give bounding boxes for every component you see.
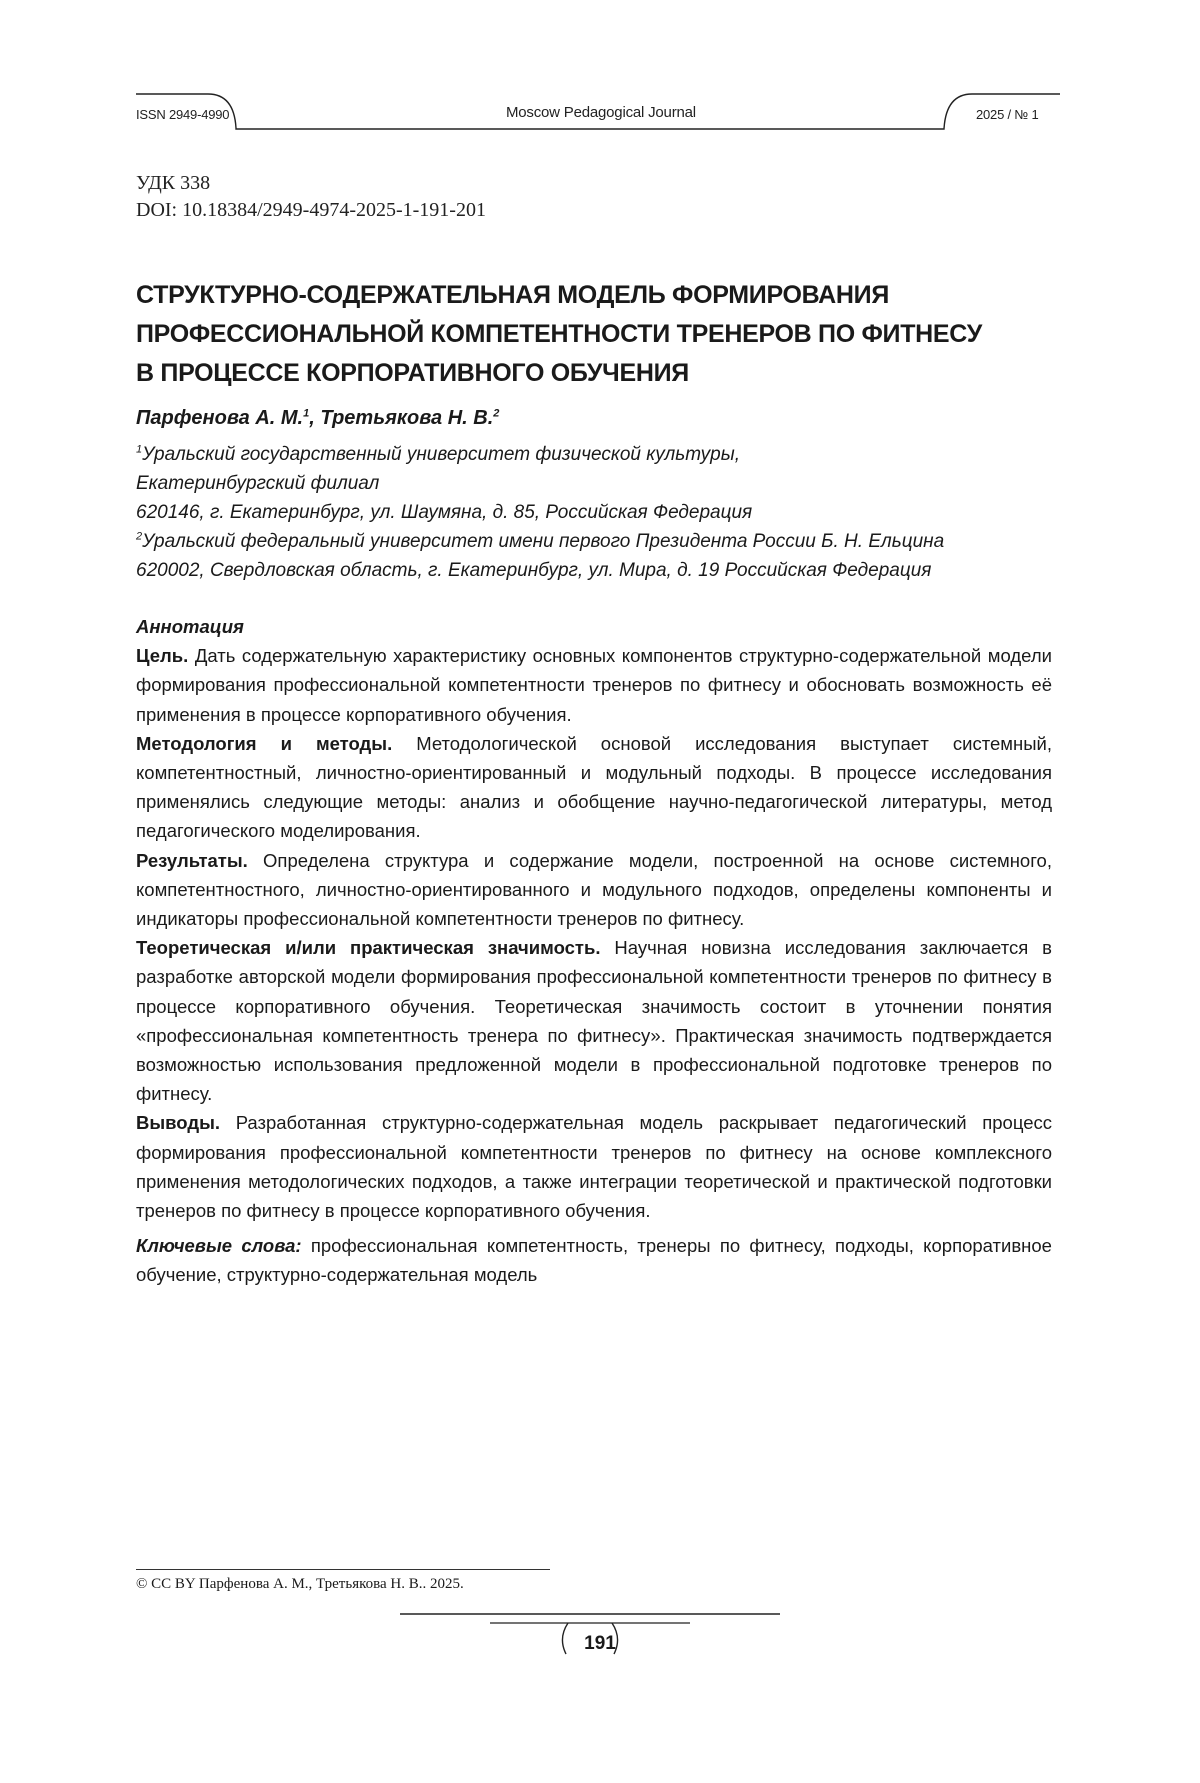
page-number: 191 [560,1633,640,1655]
author-separator: , [309,407,320,429]
keywords: Ключевые слова: профессиональная компетентность, тренеры по фитнесу, подходы, корпоративное обучение, структурно-содержательная модель [136,1231,1052,1289]
title-line: В ПРОЦЕССЕ КОРПОРАТИВНОГО ОБУЧЕНИЯ [136,354,1036,393]
issn: ISSN 2949-4990 [136,107,229,122]
authors [136,407,499,430]
affiliation-line: Екатеринбургский филиал [136,469,1056,498]
article-title [136,276,1036,393]
affil-mark: 2 [136,531,142,543]
author-affil-mark: 2 [493,407,499,419]
abstract-goal: Цель. Дать содержательную характеристику основных компонентов структурно-содержательной модели формирования профессиональной компетентности тренеров по фитнесу и обосновать возможность её применения в процессе корпоративного обучения. [136,641,1052,729]
affiliation-line: 620146, г. Екатеринбург, ул. Шаумяна, д. 85, Российская Федерация [136,498,1056,527]
abstract-conclusions: Выводы. Разработанная структурно-содержательная модель раскрывает педагогический процесс формирования профессиональной компетентности тренеров по фитнесу на основе комплексного применения методологических подходов, а также интеграции теоретической и практической подготовки тренеров по фитнесу в процессе корпоративного обучения. [136,1108,1052,1225]
doi: DOI: 10.18384/2949-4974-2025-1-191-201 [136,199,486,222]
copyright-footnote: © CC BY Парфенова А. М., Третьякова Н. В.. 2025. [136,1576,464,1593]
title-line: ПРОФЕССИОНАЛЬНОЙ КОМПЕТЕНТНОСТИ ТРЕНЕРОВ ПО ФИТНЕСУ [136,315,1036,354]
author-affil-mark: 1 [303,407,309,419]
abstract-significance: Теоретическая и/или практическая значимость. Научная новизна исследования заключается в разработке авторской модели формирования профессиональной компетентности тренеров по фитнесу в процессе корпоративного обучения. Теоретическая значимость состоит в уточнении понятия «профессиональная компетентность тренера по фитнесу». Практическая значимость подтверждается возможностью использования предложенной модели в профессиональной подготовке тренеров по фитнесу. [136,933,1052,1108]
udc: УДК 338 [136,172,210,195]
affiliations [136,440,1056,585]
abstract-heading: Аннотация [136,616,244,637]
abstract-methods: Методология и методы. Методологической основой исследования выступает системный, компетентностный, личностно-ориентированный и модульный подходы. В процессе исследования применялись следующие методы: анализ и обобщение научно-педагогической литературы, метод педагогического моделирования. [136,729,1052,846]
issue-number: 2025 / № 1 [976,107,1039,122]
journal-name: Moscow Pedagogical Journal [506,104,696,121]
footnote-rule [136,1569,550,1570]
author-name: Третьякова Н. В. [320,407,493,429]
title-line: СТРУКТУРНО-СОДЕРЖАТЕЛЬНАЯ МОДЕЛЬ ФОРМИРОВАНИЯ [136,276,1036,315]
affiliation-line: 620002, Свердловская область, г. Екатеринбург, ул. Мира, д. 19 Российская Федерация [136,556,1056,585]
abstract-results: Результаты. Определена структура и содержание модели, построенной на основе системного, компетентностного, личностно-ориентированного и модульного подходов, определены компоненты и индикаторы профессиональной компетентности тренеров по фитнесу. [136,846,1052,934]
affil-mark: 1 [136,444,142,456]
affiliation-line: 1Уральский государственный университет физической культуры, [136,440,1056,469]
abstract [136,612,1052,1290]
affiliation-line: 2Уральский федеральный университет имени первого Президента России Б. Н. Ельцина [136,527,1056,556]
author-name: Парфенова А. М. [136,407,303,429]
